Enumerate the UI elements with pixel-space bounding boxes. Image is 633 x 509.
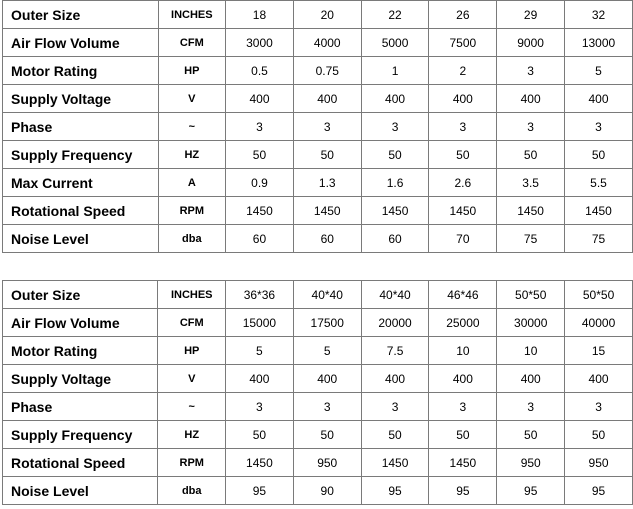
table-row	[3, 449, 633, 477]
table-cell: 1450	[429, 449, 497, 477]
table-cell: 400	[497, 85, 565, 113]
table-cell: 400	[361, 85, 429, 113]
table-cell: 36*36	[225, 281, 293, 309]
table-cell: 95	[429, 477, 497, 505]
row-label: Motor Rating	[3, 57, 159, 85]
table-cell: 13000	[565, 29, 633, 57]
table-row	[3, 169, 633, 197]
table-cell: 3	[429, 393, 497, 421]
table-cell: 95	[361, 477, 429, 505]
row-label: Noise Level	[3, 477, 158, 505]
row-unit: A	[158, 169, 226, 197]
table-cell: 50*50	[497, 281, 565, 309]
table-cell: 50	[226, 141, 294, 169]
table-cell: 950	[293, 449, 361, 477]
table-cell: 15000	[225, 309, 293, 337]
row-label: Motor Rating	[3, 337, 158, 365]
table-row	[3, 141, 633, 169]
table-cell: 50	[293, 141, 361, 169]
spec-table-2	[2, 280, 633, 505]
row-unit: ~	[158, 393, 226, 421]
table-cell: 60	[293, 225, 361, 253]
row-label: Air Flow Volume	[3, 29, 159, 57]
table-cell: 1	[361, 57, 429, 85]
row-label: Supply Frequency	[3, 141, 159, 169]
row-label: Supply Voltage	[3, 365, 158, 393]
table-cell: 950	[497, 449, 565, 477]
table-cell: 5000	[361, 29, 429, 57]
table-cell: 3	[226, 113, 294, 141]
table-cell: 5	[225, 337, 293, 365]
table-cell: 1450	[497, 197, 565, 225]
table-cell: 10	[429, 337, 497, 365]
table-cell: 400	[361, 365, 429, 393]
table-cell: 5	[293, 337, 361, 365]
table-cell: 1.3	[293, 169, 361, 197]
table-cell: 3000	[226, 29, 294, 57]
table-cell: 4000	[293, 29, 361, 57]
table-row	[3, 85, 633, 113]
table-cell: 3	[565, 113, 633, 141]
table-cell: 3	[225, 393, 293, 421]
row-unit: dba	[158, 225, 226, 253]
table-cell: 3	[497, 57, 565, 85]
table-row	[3, 197, 633, 225]
table-cell: 2	[429, 57, 497, 85]
table-cell: 400	[429, 85, 497, 113]
table-row	[3, 477, 633, 505]
table-cell: 5	[565, 57, 633, 85]
table-cell: 90	[293, 477, 361, 505]
table-cell: 40*40	[293, 281, 361, 309]
table-cell: 50	[361, 421, 429, 449]
table-row	[3, 113, 633, 141]
table-cell: 3	[429, 113, 497, 141]
row-unit: V	[158, 85, 226, 113]
table-cell: 40000	[565, 309, 633, 337]
spec-table-1	[2, 0, 633, 253]
table-cell: 400	[429, 365, 497, 393]
row-label: Noise Level	[3, 225, 159, 253]
row-label: Supply Voltage	[3, 85, 159, 113]
table-cell: 400	[497, 365, 565, 393]
table-cell: 7500	[429, 29, 497, 57]
table-cell: 950	[565, 449, 633, 477]
table-cell: 15	[565, 337, 633, 365]
table-cell: 30000	[497, 309, 565, 337]
table-cell: 32	[565, 1, 633, 29]
row-unit: V	[158, 365, 226, 393]
table-cell: 0.9	[226, 169, 294, 197]
table-cell: 1450	[225, 449, 293, 477]
table-cell: 50	[565, 421, 633, 449]
table-cell: 3	[293, 393, 361, 421]
table-cell: 5.5	[565, 169, 633, 197]
table-cell: 3.5	[497, 169, 565, 197]
table-cell: 400	[226, 85, 294, 113]
table-cell: 50	[497, 421, 565, 449]
row-label: Rotational Speed	[3, 197, 159, 225]
row-unit: CFM	[158, 29, 226, 57]
table-cell: 50	[225, 421, 293, 449]
table-cell: 20	[293, 1, 361, 29]
row-label: Outer Size	[3, 1, 159, 29]
table-row	[3, 57, 633, 85]
row-unit: INCHES	[158, 1, 226, 29]
table-row	[3, 225, 633, 253]
row-unit: HZ	[158, 421, 226, 449]
table-cell: 70	[429, 225, 497, 253]
table-cell: 75	[497, 225, 565, 253]
table-cell: 22	[361, 1, 429, 29]
table-cell: 17500	[293, 309, 361, 337]
table-cell: 9000	[497, 29, 565, 57]
table-cell: 10	[497, 337, 565, 365]
table-cell: 40*40	[361, 281, 429, 309]
table-cell: 50	[429, 141, 497, 169]
row-label: Rotational Speed	[3, 449, 158, 477]
table-cell: 60	[361, 225, 429, 253]
table-cell: 3	[361, 393, 429, 421]
table-cell: 400	[293, 365, 361, 393]
row-unit: CFM	[158, 309, 226, 337]
table-cell: 50	[361, 141, 429, 169]
table-cell: 29	[497, 1, 565, 29]
table-cell: 0.5	[226, 57, 294, 85]
row-unit: HP	[158, 337, 226, 365]
row-unit: HZ	[158, 141, 226, 169]
row-unit: RPM	[158, 197, 226, 225]
table-cell: 2.6	[429, 169, 497, 197]
table-cell: 18	[226, 1, 294, 29]
table-cell: 95	[497, 477, 565, 505]
table-cell: 95	[225, 477, 293, 505]
table-cell: 1.6	[361, 169, 429, 197]
row-label: Phase	[3, 393, 158, 421]
table-cell: 60	[226, 225, 294, 253]
table-cell: 1450	[361, 449, 429, 477]
table-cell: 95	[565, 477, 633, 505]
table-cell: 26	[429, 1, 497, 29]
row-unit: ~	[158, 113, 226, 141]
row-label: Phase	[3, 113, 159, 141]
table-cell: 1450	[565, 197, 633, 225]
row-unit: INCHES	[158, 281, 226, 309]
table-cell: 3	[565, 393, 633, 421]
spec-table-2-body	[3, 281, 633, 505]
table-row	[3, 393, 633, 421]
table-cell: 50	[293, 421, 361, 449]
row-label: Outer Size	[3, 281, 158, 309]
table-cell: 400	[225, 365, 293, 393]
row-label: Supply Frequency	[3, 421, 158, 449]
table-row	[3, 421, 633, 449]
row-unit: HP	[158, 57, 226, 85]
table-cell: 50	[497, 141, 565, 169]
table-cell: 3	[497, 393, 565, 421]
table-cell: 3	[293, 113, 361, 141]
row-label: Max Current	[3, 169, 159, 197]
table-cell: 3	[361, 113, 429, 141]
row-label: Air Flow Volume	[3, 309, 158, 337]
table-cell: 400	[293, 85, 361, 113]
table-cell: 400	[565, 85, 633, 113]
table-cell: 75	[565, 225, 633, 253]
table-cell: 25000	[429, 309, 497, 337]
table-cell: 46*46	[429, 281, 497, 309]
table-cell: 7.5	[361, 337, 429, 365]
table-row	[3, 365, 633, 393]
table-cell: 50	[565, 141, 633, 169]
table-cell: 20000	[361, 309, 429, 337]
table-cell: 50	[429, 421, 497, 449]
table-cell: 1450	[429, 197, 497, 225]
spec-table-1-body	[3, 1, 633, 253]
table-row	[3, 281, 633, 309]
table-cell: 1450	[226, 197, 294, 225]
table-cell: 50*50	[565, 281, 633, 309]
table-row	[3, 309, 633, 337]
table-cell: 3	[497, 113, 565, 141]
table-cell: 0.75	[293, 57, 361, 85]
table-cell: 1450	[293, 197, 361, 225]
table-row	[3, 29, 633, 57]
table-cell: 1450	[361, 197, 429, 225]
table-row	[3, 1, 633, 29]
row-unit: RPM	[158, 449, 226, 477]
table-row	[3, 337, 633, 365]
row-unit: dba	[158, 477, 226, 505]
table-cell: 400	[565, 365, 633, 393]
